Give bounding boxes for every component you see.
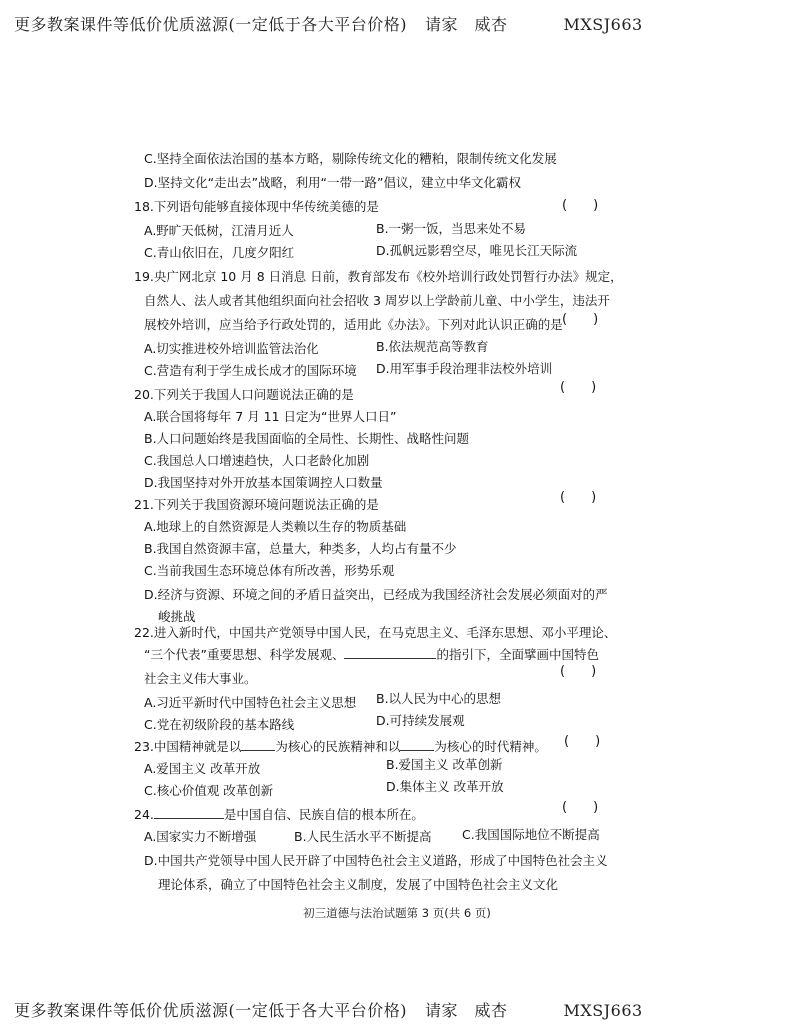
answer-paren-20: ( ) — [560, 380, 597, 395]
option-21d-line2: 峻挑战 — [158, 609, 196, 624]
option-20c: C.我国总人口增速趋快，人口老龄化加剧 — [144, 453, 370, 468]
option-20d: D.我国坚持对外开放基本国策调控人口数量 — [144, 475, 383, 490]
banner-text: 更多教案课件等低价优质滋源(一定低于各大平台价格) — [14, 15, 407, 34]
option-24c: C.我国国际地位不断提高 — [462, 827, 600, 842]
option-23c: C.核心价值观 改革创新 — [144, 783, 274, 798]
answer-paren-19: ( ) — [562, 312, 599, 327]
option-17d: D.坚持文化“走出去”战略，利用“一带一路”倡议，建立中华文化霸权 — [144, 175, 522, 190]
option-18d: D.孤帆远影碧空尽，唯见长江天际流 — [376, 243, 578, 258]
question-23-part1: 23.中国精神就是以 — [134, 739, 242, 754]
option-22d: D.可持续发展观 — [376, 713, 465, 728]
option-19c: C.营造有利于学生成长成才的国际环境 — [144, 363, 357, 378]
fill-blank-24 — [154, 806, 224, 819]
fill-blank-23a — [241, 738, 275, 751]
option-19b: B.依法规范高等教育 — [376, 339, 489, 354]
answer-paren-23: ( ) — [564, 734, 601, 749]
option-21c: C.当前我国生态环境总体有所改善，形势乐观 — [144, 563, 395, 578]
option-21b: B.我国自然资源丰富，总量大，种类多，人均占有量不少 — [144, 541, 457, 556]
option-19d: D.用军事手段治理非法校外培训 — [376, 361, 553, 376]
question-22-line3: 社会主义伟大事业。 — [144, 671, 257, 686]
question-24 — [134, 806, 424, 824]
question-21: 21.下列关于我国资源环境问题说法正确的是 — [134, 497, 379, 512]
option-22b: B.以人民为中心的思想 — [376, 691, 502, 706]
question-19-line1: 19.央广网北京 10 月 8 日消息 日前，教育部发布《校外培训行政处罚暂行办法》规定， — [134, 269, 623, 284]
banner-code: MXSJ663 — [563, 15, 643, 34]
option-24d-line1: D.中国共产党领导中国人民开辟了中国特色社会主义道路，形成了中国特色社会主义 — [144, 853, 608, 868]
banner-contact: 请家 威杏 — [425, 1001, 508, 1020]
banner-code: MXSJ663 — [563, 1001, 643, 1020]
answer-paren-22: ( ) — [560, 664, 597, 679]
option-21d-line1: D.经济与资源、环境之间的矛盾日益突出，已经成为我国经济社会发展必须面对的严 — [144, 587, 608, 602]
option-18c: C.青山依旧在，几度夕阳红 — [144, 245, 295, 260]
option-23a: A.爱国主义 改革开放 — [144, 761, 261, 776]
question-24-number: 24. — [134, 807, 154, 822]
option-19a: A.切实推进校外培训监管法治化 — [144, 341, 319, 356]
banner-contact: 请家 威杏 — [425, 15, 508, 34]
question-19-line2: 自然人、法人或者其他组织面向社会招收 3 周岁以上学龄前儿童、中小学生，违法开 — [144, 293, 610, 308]
question-22-line1: 22.进入新时代，中国共产党领导中国人民，在马克思主义、毛泽东思想、邓小平理论、 — [134, 625, 617, 640]
question-24-stem: 是中国自信、民族自信的根本所在。 — [223, 807, 424, 822]
option-20b: B.人口问题始终是我国面临的全局性、长期性、战略性问题 — [144, 431, 470, 446]
option-22a: A.习近平新时代中国特色社会主义思想 — [144, 695, 357, 710]
page-footer: 初三道德与法治试题第 3 页(共 6 页) — [303, 906, 491, 920]
banner-text: 更多教案课件等低价优质滋源(一定低于各大平台价格) — [14, 1001, 407, 1020]
option-24a: A.国家实力不断增强 — [144, 829, 257, 844]
option-23d: D.集体主义 改革开放 — [386, 779, 504, 794]
option-20a: A.联合国将每年 7 月 11 日定为“世界人口日” — [144, 409, 397, 424]
question-23-part3: 为核心的时代精神。 — [434, 739, 547, 754]
fill-blank-22 — [344, 646, 436, 659]
option-23b: B.爱国主义 改革创新 — [386, 757, 503, 772]
question-20: 20.下列关于我国人口问题说法正确的是 — [134, 387, 354, 402]
option-24d-line2: 理论体系，确立了中国特色社会主义制度，发展了中国特色社会主义文化 — [158, 877, 559, 892]
promo-banner-top — [14, 12, 643, 35]
option-24b: B.人民生活水平不断提高 — [294, 829, 432, 844]
fill-blank-23b — [400, 738, 434, 751]
option-18b: B.一粥一饭，当思来处不易 — [376, 221, 527, 236]
option-17c: C.坚持全面依法治国的基本方略，剔除传统文化的糟粕，限制传统文化发展 — [144, 151, 557, 166]
option-22c: C.党在初级阶段的基本路线 — [144, 717, 295, 732]
option-21a: A.地球上的自然资源是人类赖以生存的物质基础 — [144, 519, 407, 534]
answer-paren-18: ( ) — [562, 198, 599, 213]
answer-paren-21: ( ) — [560, 490, 597, 505]
question-22-line2-start: “三个代表”重要思想、科学发展观、 — [144, 647, 345, 662]
answer-paren-24: ( ) — [562, 800, 599, 815]
option-18a: A.野旷天低树，江清月近人 — [144, 223, 294, 238]
question-18: 18.下列语句能够直接体现中华传统美德的是 — [134, 199, 379, 214]
question-23-part2: 为核心的民族精神和以 — [275, 739, 401, 754]
question-23 — [134, 738, 547, 756]
question-22-line2 — [144, 646, 599, 664]
question-22-line2-end: 的指引下，全面擘画中国特色 — [436, 647, 599, 662]
question-19-line3: 展校外培训，应当给予行政处罚的，适用此《办法》。下列对此认识正确的是 — [144, 317, 563, 332]
promo-banner-bottom — [14, 998, 643, 1021]
